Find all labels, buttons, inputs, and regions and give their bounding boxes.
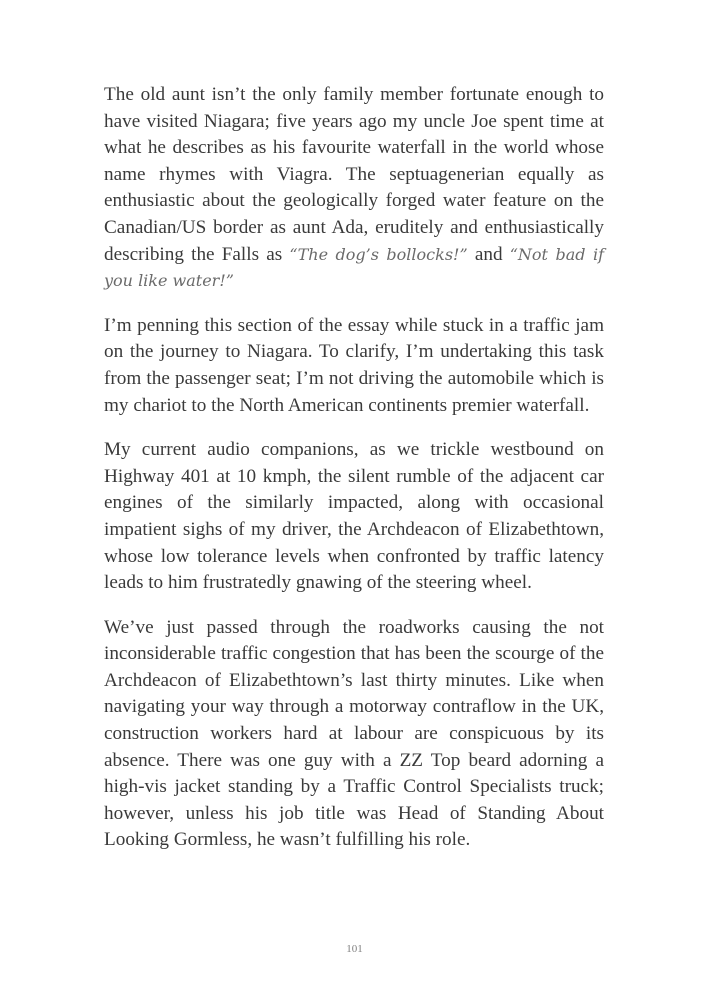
- paragraph-1-text: The old aunt isn’t the only family member fortunate enough to have visited Niagara; five years ago my uncle Joe spent time at what he describes as his favourite waterfall in the world whose name rhymes with Viagra. The septuagenerian equally as enthusiastic about the geologically forged water feature on the Canadian/US border as aunt Ada, eruditely and enthusiastically describing the Falls as: [104, 84, 604, 265]
- paragraph-2: I’m penning this section of the essay while stuck in a traffic jam on the journey to Niagara. To clarify, I’m undertaking this task from the passenger seat; I’m not driving the automobile which is my chariot to the North American continents premier waterfall.: [104, 314, 604, 416]
- paragraph-1-connector: and: [467, 243, 510, 265]
- quote-not-bad: “Not bad if you like water!”: [104, 244, 604, 291]
- quote-dogs-bollocks: “The dog’s bollocks!”: [289, 244, 468, 264]
- paragraph-3: My current audio companions, as we trickle westbound on Highway 401 at 10 kmph, the silent rumble of the adjacent car engines of the similarly impacted, along with occasional impatient sighs of my driver, the Archdeacon of Elizabethtown, whose low tolerance levels when confronted by traffic latency leads to him frustratedly gnawing of the steering wheel.: [104, 439, 604, 594]
- page-number: 101: [346, 943, 363, 955]
- body-text: [104, 82, 604, 872]
- paragraph-4: We’ve just passed through the roadworks causing the not inconsiderable traffic congestion that has been the scourge of the Archdeacon of Elizabethtown’s last thirty minutes. Like when navigating your way through a motorway contraflow in the UK, construction workers hard at labour are conspicuous by its absence. There was one guy with a ZZ Top beard adorning a high-vis jacket standing by a Traffic Control Specialists truck; however, unless his job title was Head of Standing About Looking Gormless, he wasn’t fulfilling his role.: [104, 616, 604, 851]
- paragraph-1: [104, 82, 604, 295]
